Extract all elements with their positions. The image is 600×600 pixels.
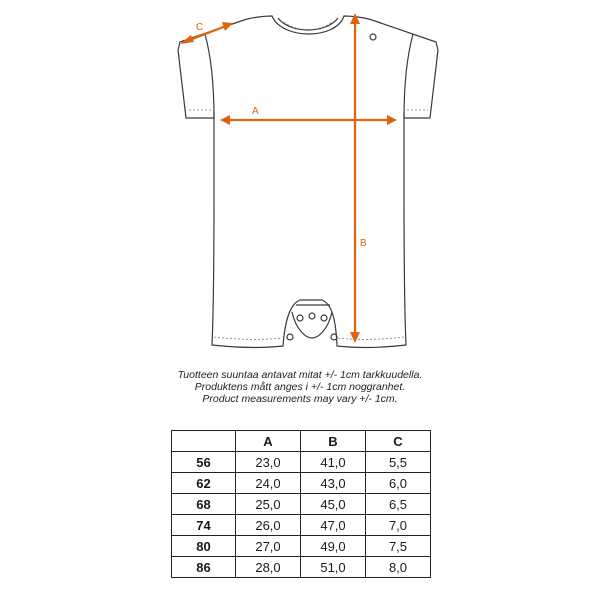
header-c: C bbox=[366, 431, 431, 452]
value-a: 25,0 bbox=[236, 494, 301, 515]
value-b: 41,0 bbox=[301, 452, 366, 473]
value-c: 6,5 bbox=[366, 494, 431, 515]
value-b: 43,0 bbox=[301, 473, 366, 494]
table-row bbox=[172, 494, 431, 515]
value-c: 8,0 bbox=[366, 557, 431, 578]
value-c: 7,5 bbox=[366, 536, 431, 557]
size-cell: 56 bbox=[172, 452, 236, 473]
measurement-notes bbox=[0, 369, 600, 405]
header-b: B bbox=[301, 431, 366, 452]
value-a: 27,0 bbox=[236, 536, 301, 557]
size-table bbox=[171, 430, 431, 578]
value-b: 49,0 bbox=[301, 536, 366, 557]
table-row bbox=[172, 515, 431, 536]
snap-button bbox=[297, 315, 303, 321]
value-a: 28,0 bbox=[236, 557, 301, 578]
snap-button bbox=[321, 315, 327, 321]
romper-outline bbox=[178, 16, 438, 347]
table-row bbox=[172, 536, 431, 557]
value-a: 24,0 bbox=[236, 473, 301, 494]
value-c: 7,0 bbox=[366, 515, 431, 536]
note-swedish: Produktens mått anges i +/- 1cm noggranhet. bbox=[194, 381, 406, 393]
table-row bbox=[172, 452, 431, 473]
value-b: 47,0 bbox=[301, 515, 366, 536]
size-cell: 86 bbox=[172, 557, 236, 578]
measurement-b bbox=[350, 13, 367, 343]
value-a: 26,0 bbox=[236, 515, 301, 536]
header-a: A bbox=[236, 431, 301, 452]
value-b: 51,0 bbox=[301, 557, 366, 578]
table-header-row bbox=[172, 431, 431, 452]
value-c: 5,5 bbox=[366, 452, 431, 473]
dimension-label-c: C bbox=[196, 22, 204, 33]
table-row bbox=[172, 557, 431, 578]
measurement-a bbox=[220, 106, 397, 125]
size-cell: 68 bbox=[172, 494, 236, 515]
dimension-label-b: B bbox=[360, 238, 367, 249]
note-finnish: Tuotteen suuntaa antavat mitat +/- 1cm tarkkuudella. bbox=[177, 369, 423, 381]
size-cell: 74 bbox=[172, 515, 236, 536]
value-b: 45,0 bbox=[301, 494, 366, 515]
table-row bbox=[172, 473, 431, 494]
value-c: 6,0 bbox=[366, 473, 431, 494]
dimension-label-a: A bbox=[252, 106, 259, 117]
snap-button bbox=[309, 313, 315, 319]
header-size bbox=[172, 431, 236, 452]
value-a: 23,0 bbox=[236, 452, 301, 473]
note-english: Product measurements may vary +/- 1cm. bbox=[202, 393, 398, 405]
size-cell: 80 bbox=[172, 536, 236, 557]
size-cell: 62 bbox=[172, 473, 236, 494]
snap-button bbox=[287, 334, 293, 340]
